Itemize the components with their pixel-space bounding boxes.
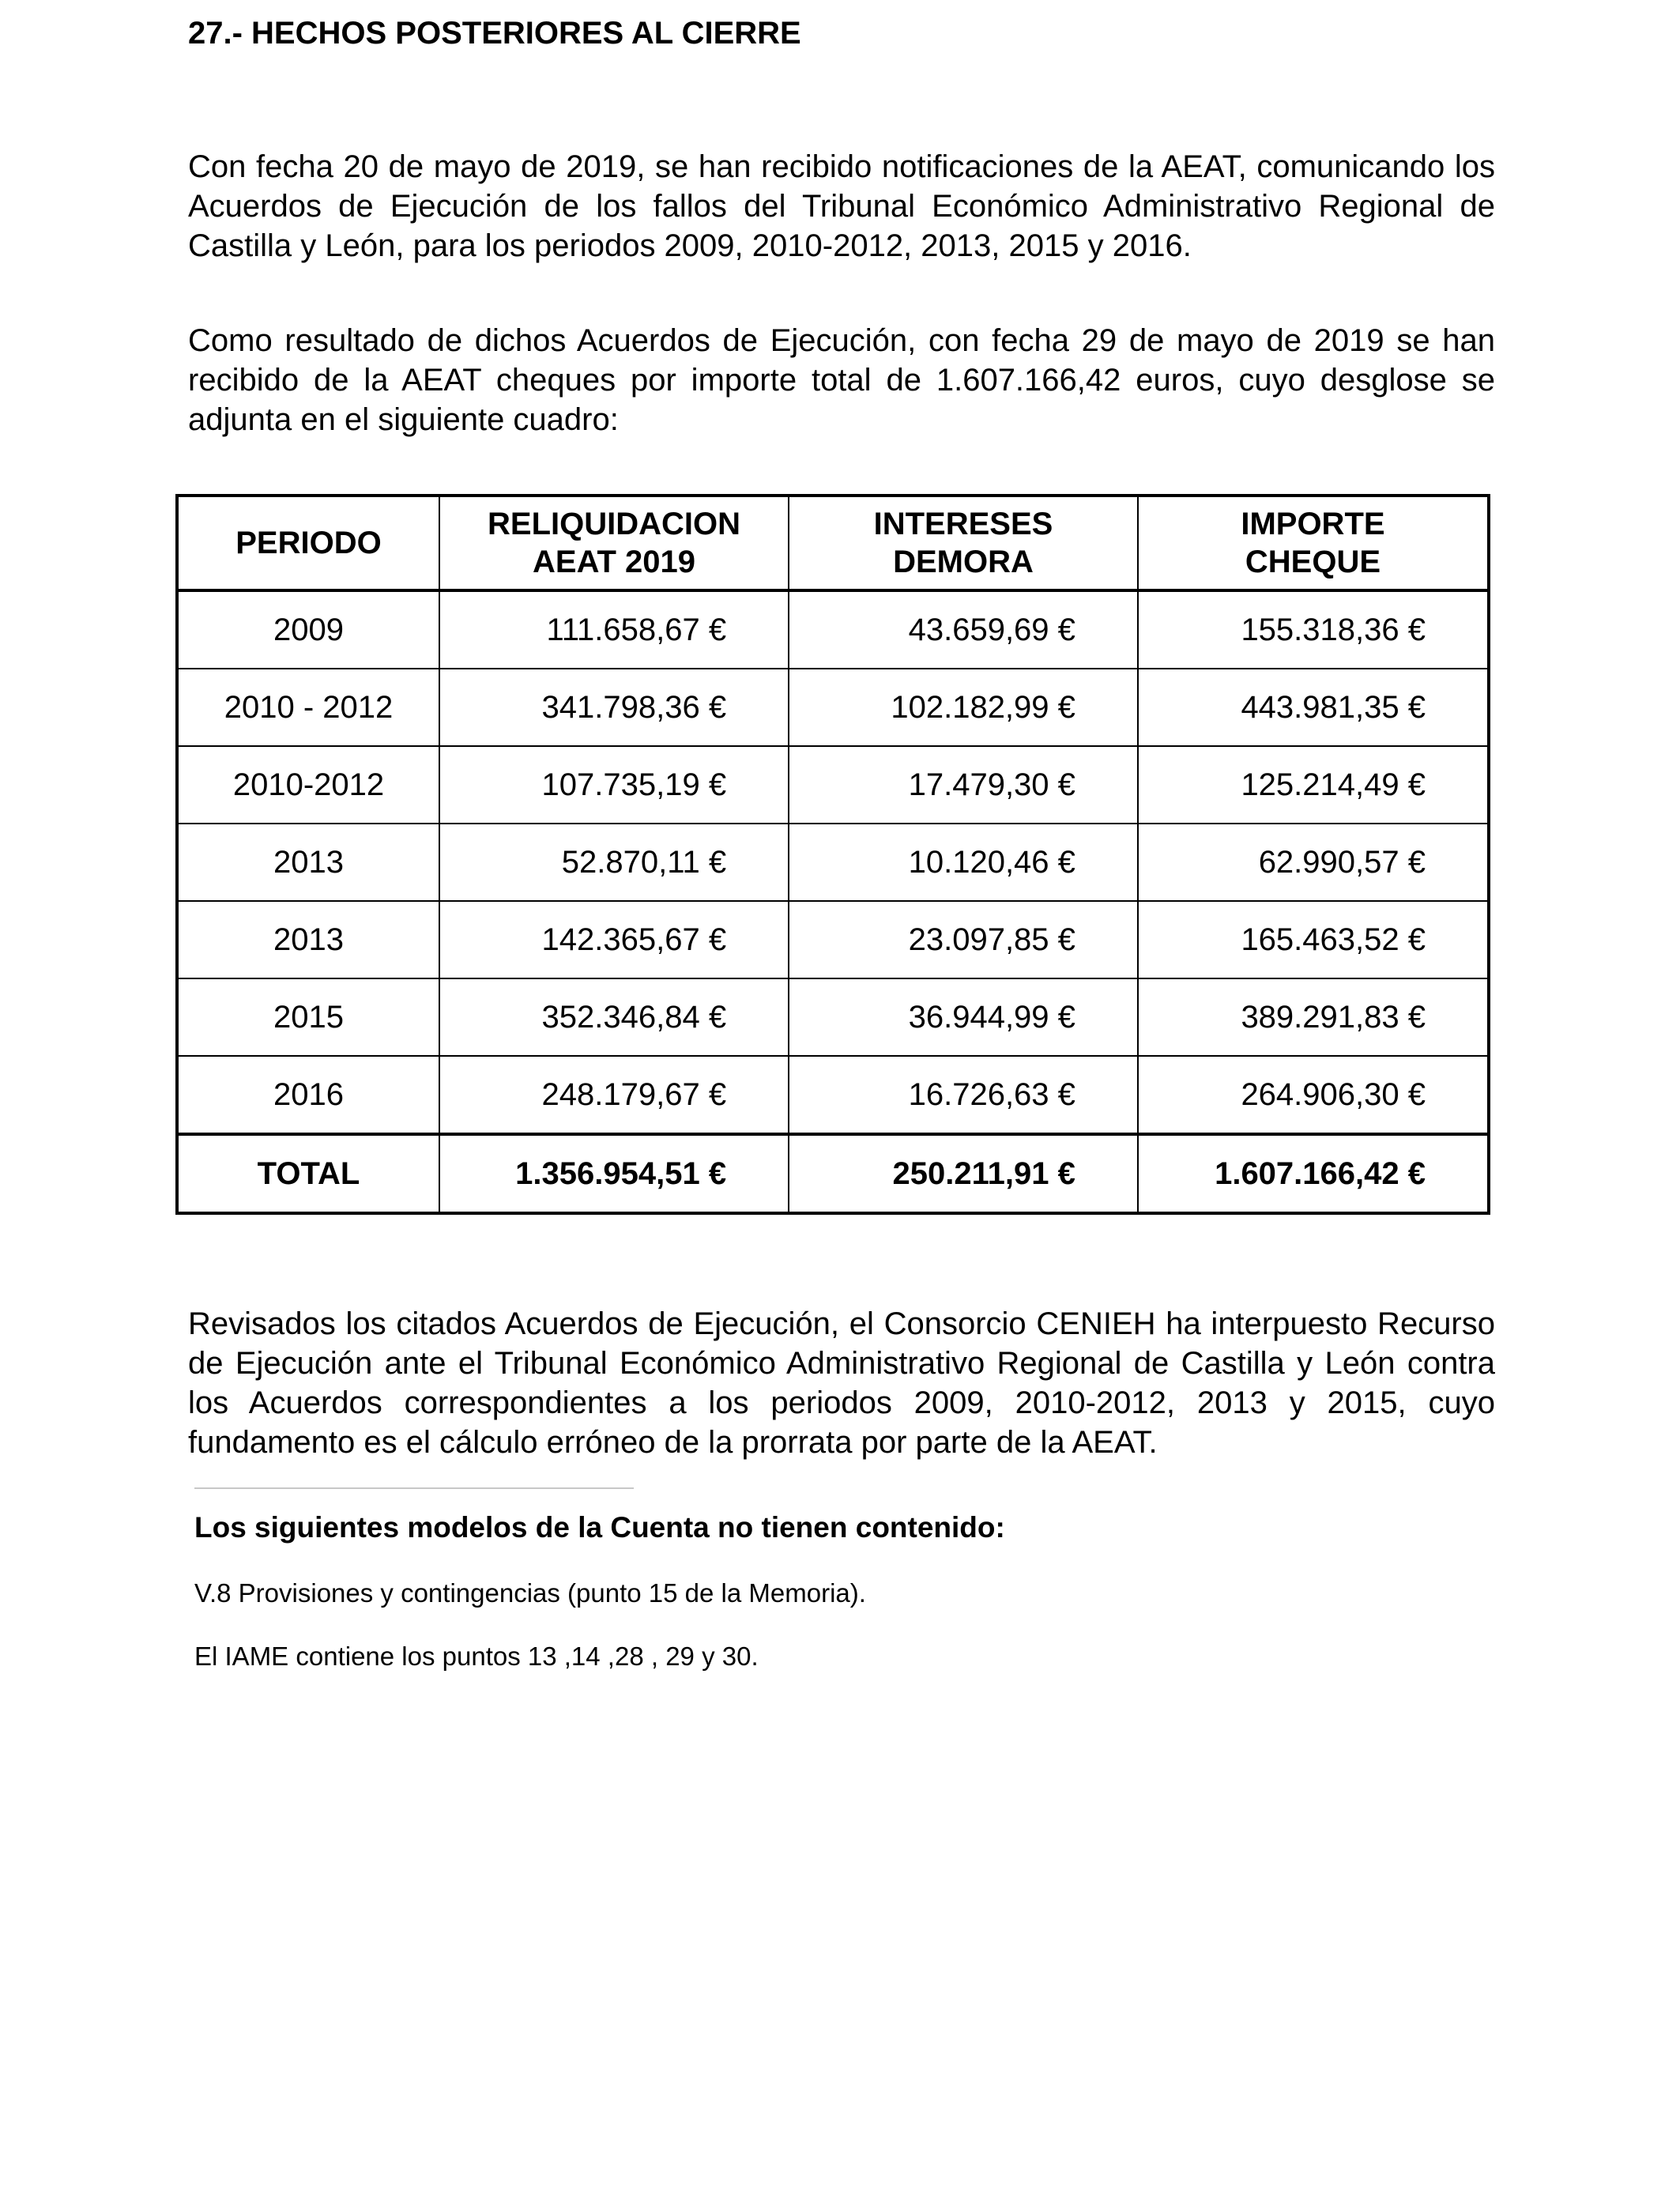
table-row xyxy=(177,590,1489,669)
header-importe-line1: IMPORTE xyxy=(1241,507,1385,541)
cell-reliquidacion: 352.346,84 € xyxy=(439,978,789,1056)
header-reliquidacion-line2: AEAT 2019 xyxy=(533,545,696,579)
total-importe: 1.607.166,42 € xyxy=(1138,1134,1489,1213)
cell-reliquidacion: 248.179,67 € xyxy=(439,1056,789,1134)
notes-title: Los siguientes modelos de la Cuenta no tienen contenido: xyxy=(194,1511,1005,1544)
paragraph-notificaciones: Con fecha 20 de mayo de 2019, se han recibido notificaciones de la AEAT, comunicando los Acuerdos de Ejecución de los fallos del Tribunal Económico Administrativo Regional de Castilla y León, para los periodos 2009, 2010-2012, 2013, 2015 y 2016. xyxy=(188,149,1495,263)
table-row xyxy=(177,978,1489,1056)
cell-reliquidacion: 52.870,11 € xyxy=(439,824,789,901)
header-intereses-line1: INTERESES xyxy=(873,507,1053,541)
cell-periodo: 2013 xyxy=(177,824,439,901)
cell-intereses: 43.659,69 € xyxy=(789,590,1138,669)
header-periodo xyxy=(177,496,439,590)
cell-reliquidacion: 142.365,67 € xyxy=(439,901,789,978)
header-periodo-label: PERIODO xyxy=(235,526,382,560)
cell-reliquidacion: 107.735,19 € xyxy=(439,746,789,824)
cell-reliquidacion: 341.798,36 € xyxy=(439,669,789,746)
cell-importe: 62.990,57 € xyxy=(1138,824,1489,901)
paragraph-recurso: Revisados los citados Acuerdos de Ejecución, el Consorcio CENIEH ha interpuesto Recurso de Ejecución ante el Tribunal Económico Administrativo Regional de Castilla y León contra los Acuerdos correspondientes a los periodos 2009, 2010-2012, 2013 y 2015, cuyo fundamento es el cálculo erróneo de la prorrata por parte de la AEAT. xyxy=(188,1306,1495,1460)
cell-periodo: 2010-2012 xyxy=(177,746,439,824)
cell-intereses: 36.944,99 € xyxy=(789,978,1138,1056)
header-reliquidacion xyxy=(439,496,789,590)
table-row xyxy=(177,669,1489,746)
table-row xyxy=(177,901,1489,978)
note-line-provisiones: V.8 Provisiones y contingencias (punto 15 de la Memoria). xyxy=(194,1578,866,1608)
table-row xyxy=(177,824,1489,901)
cell-intereses: 16.726,63 € xyxy=(789,1056,1138,1134)
header-importe-line2: CHEQUE xyxy=(1245,545,1381,579)
table-total-row xyxy=(177,1134,1489,1213)
header-reliquidacion-line1: RELIQUIDACION xyxy=(488,507,741,541)
cell-reliquidacion: 111.658,67 € xyxy=(439,590,789,669)
header-intereses-line2: DEMORA xyxy=(893,545,1034,579)
total-reliquidacion: 1.356.954,51 € xyxy=(439,1134,789,1213)
cell-importe: 155.318,36 € xyxy=(1138,590,1489,669)
cell-periodo: 2009 xyxy=(177,590,439,669)
table-row xyxy=(177,746,1489,824)
paragraph-cheques: Como resultado de dichos Acuerdos de Ejecución, con fecha 29 de mayo de 2019 se han recibido de la AEAT cheques por importe total de 1.607.166,42 euros, cuyo desglose se adjunta en el siguiente cuadro: xyxy=(188,323,1495,437)
header-intereses xyxy=(789,496,1138,590)
header-importe xyxy=(1138,496,1489,590)
table-header-row xyxy=(177,496,1489,590)
cell-periodo: 2015 xyxy=(177,978,439,1056)
cell-periodo: 2013 xyxy=(177,901,439,978)
cell-importe: 125.214,49 € xyxy=(1138,746,1489,824)
divider xyxy=(194,1487,634,1489)
desglose-table xyxy=(175,494,1490,1215)
total-label: TOTAL xyxy=(177,1134,439,1213)
cell-intereses: 10.120,46 € xyxy=(789,824,1138,901)
cell-importe: 443.981,35 € xyxy=(1138,669,1489,746)
section-heading: 27.- HECHOS POSTERIORES AL CIERRE xyxy=(188,16,801,51)
cell-importe: 264.906,30 € xyxy=(1138,1056,1489,1134)
cell-periodo: 2016 xyxy=(177,1056,439,1134)
cell-importe: 389.291,83 € xyxy=(1138,978,1489,1056)
cell-importe: 165.463,52 € xyxy=(1138,901,1489,978)
cell-intereses: 102.182,99 € xyxy=(789,669,1138,746)
cell-intereses: 17.479,30 € xyxy=(789,746,1138,824)
total-intereses: 250.211,91 € xyxy=(789,1134,1138,1213)
cell-intereses: 23.097,85 € xyxy=(789,901,1138,978)
cell-periodo: 2010 - 2012 xyxy=(177,669,439,746)
table-row xyxy=(177,1056,1489,1134)
note-line-iame: El IAME contiene los puntos 13 ,14 ,28 , 29 y 30. xyxy=(194,1642,759,1671)
